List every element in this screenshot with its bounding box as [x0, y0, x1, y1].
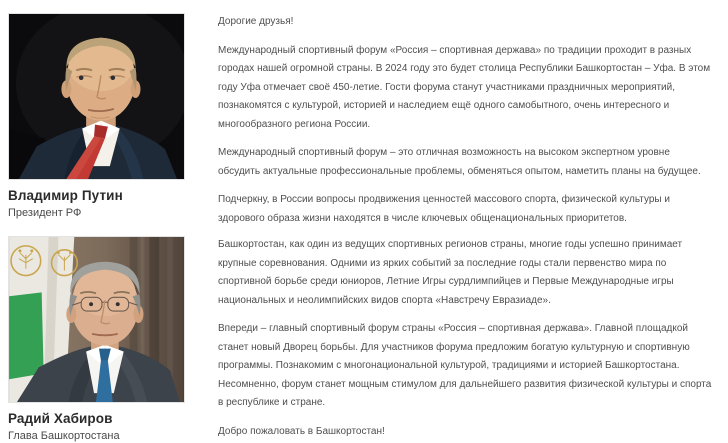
greeting-paragraph: Башкортостан, как один из ведущих спортивных регионов страны, многие годы успешно принимает крупные соревнования. Одними из ярких событий за последние годы стали первенство мира по спортивной борьбе среди юниоров, Летние Игры сурдлимпийцев и Первые Международные игры национальных и неолимпийских видов спорта «Навстречу Евразиаде».: [218, 239, 683, 306]
putin-greeting-text: [218, 13, 712, 228]
person-role: Президент РФ: [8, 207, 82, 219]
person-caption: [8, 187, 185, 220]
greeting-paragraph: Добро пожаловать в Башкортостан!: [218, 425, 385, 437]
greeting-section-putin: [8, 13, 720, 228]
greeting-paragraph: Подчеркну, в России вопросы продвижения ценностей массового спорта, физической культуры и здорового образа жизни находятся в числе ключевых общенациональных приоритетов.: [218, 194, 670, 224]
person-role: Глава Башкортостана: [8, 430, 120, 442]
person-card-khabirov: [8, 236, 185, 443]
khabirov-portrait-drawing: [9, 237, 184, 402]
greeting-paragraph: Дорогие друзья!: [218, 16, 294, 27]
khabirov-portrait-image: [8, 236, 185, 403]
putin-portrait-drawing: [9, 14, 184, 179]
greeting-paragraph: Международный спортивный форум «Россия – спортивная держава» по традиции проходит в разных городах нашей огромной страны. В 2024 году это будет столица Республики Башкортостан – Уфа. В этом году Уфа отмечает своё 450-летие. Гости форума станут участниками праздничных мероприятий, познакомятся с культурой, историей и наследием ещё одного самобытного, очень интересного и многообразного региона России.: [218, 44, 711, 130]
flag-green-band: [9, 292, 44, 379]
putin-portrait-image: [8, 13, 185, 180]
greeting-paragraph: Международный спортивный форум – это отличная возможность на высоком экспертном уровне обсудить актуальные профессиональные проблемы, обменяться опытом, наметить планы на будущее.: [218, 147, 701, 177]
greeting-paragraph: Впереди – главный спортивный форум страны «Россия – спортивная держава». Главной площадкой станет новый Дворец борьбы. Для участников форума предложим богатую культурную и спортивную программы. Познакомим с многонациональной культурой, традициями и историей Башкортостана. Несомненно, форум станет мощным стимулом для дальнейшего развития физической культуры и спорта в республике и стране.: [218, 323, 712, 408]
greeting-section-khabirov: [8, 236, 720, 443]
person-name: Радий Хабиров: [8, 411, 113, 426]
khabirov-greeting-text: [218, 236, 712, 441]
person-caption: [8, 410, 185, 443]
person-card-putin: [8, 13, 185, 220]
person-name: Владимир Путин: [8, 188, 123, 203]
